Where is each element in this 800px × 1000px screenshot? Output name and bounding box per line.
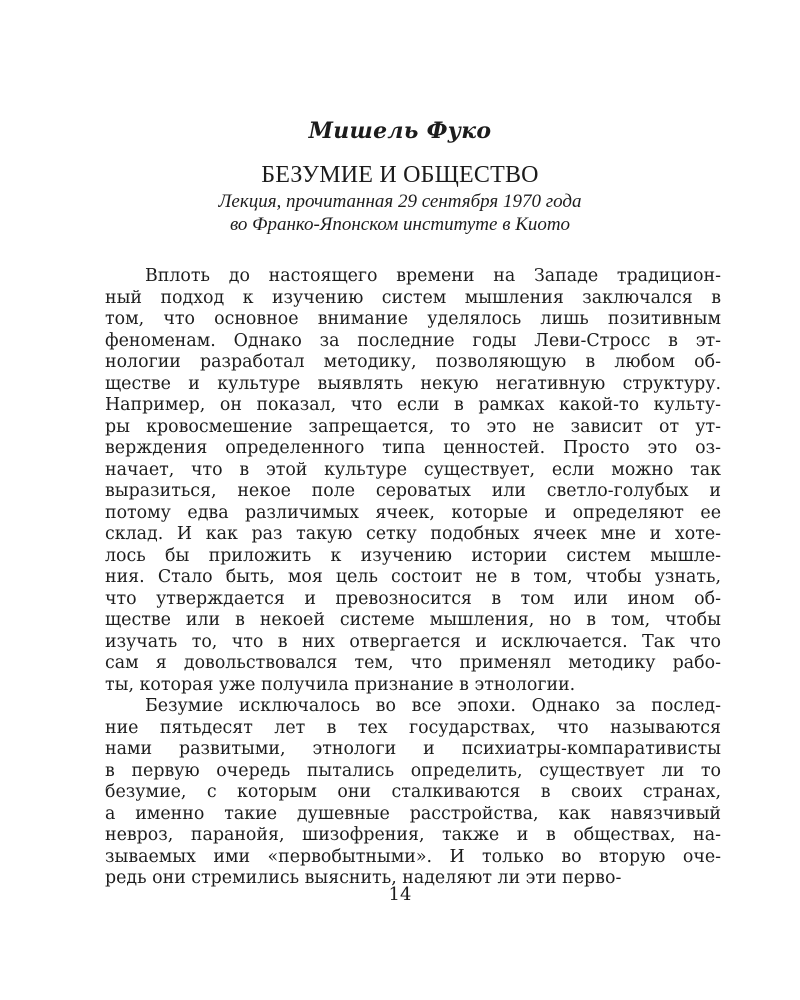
text-line: Вплоть до настоящего времени на Западе традицион- xyxy=(145,266,721,286)
text-line: ществе и культуре выявлять некую негативную структуру. xyxy=(105,373,721,394)
text-line: ты, которая уже получила признание в этнологии. xyxy=(105,674,576,695)
text-line: изучать то, что в них отвергается и исключается. Так что xyxy=(105,631,721,652)
text-line: ры кровосмешение запрещается, то это не зависит от ут- xyxy=(105,416,721,437)
text-line: начает, что в этой культуре существует, если можно так xyxy=(105,459,721,480)
text-line: ный подход к изучению систем мышления заключался в xyxy=(105,287,721,308)
page-number: 14 xyxy=(388,884,412,905)
text-line: верждения определенного типа ценностей. Просто это оз- xyxy=(105,438,721,458)
text-line: Например, он показал, что если в рамках какой-то культу- xyxy=(105,395,721,415)
paragraph xyxy=(105,696,721,890)
text-line: нологии разработал методику, позволяющую в любом об- xyxy=(105,352,721,372)
text-line: феноменам. Однако за последние годы Леви-Стросс в эт- xyxy=(105,330,721,351)
text-line: склад. И как раз такую сетку подобных ячеек мне и хоте- xyxy=(105,524,721,544)
body-text xyxy=(105,266,721,890)
text-line: сам я довольствовался тем, что применял методику рабо- xyxy=(105,653,721,673)
text-line: в первую очередь пытались определить, существует ли то xyxy=(105,760,721,781)
text-line: безумие, с которым они сталкиваются в своих странах, xyxy=(105,782,721,802)
chapter-title: БЕЗУМИЕ И ОБЩЕСТВО xyxy=(261,162,539,188)
chapter-subtitle xyxy=(0,190,800,236)
text-line: Безумие исключалось во все эпохи. Однако за послед- xyxy=(145,696,721,716)
text-line: нами развитыми, этнологи и психиатры-компаративисты xyxy=(105,739,721,759)
subtitle-line: во Франко-Японском институте в Киото xyxy=(229,214,571,235)
text-line: а именно такие душевные расстройства, как навязчивый xyxy=(105,803,721,824)
text-line: том, что основное внимание уделялось лишь позитивным xyxy=(105,309,721,329)
subtitle-line: Лекция, прочитанная 29 сентября 1970 года xyxy=(218,191,582,212)
text-line: лось бы приложить к изучению истории систем мышле- xyxy=(105,545,721,566)
text-line: невроз, паранойя, шизофрения, также и в обществах, на- xyxy=(105,825,721,845)
text-line: ние пятьдесят лет в тех государствах, что называются xyxy=(105,717,721,738)
text-line: потому едва различимых ячеек, которые и определяют ее xyxy=(105,502,721,523)
text-line: ществе или в некоей системе мышления, но в том, чтобы xyxy=(105,610,721,630)
text-line: зываемых ими «первобытными». И только во вторую оче- xyxy=(105,846,721,867)
text-line: что утверждается и превозносится в том или ином об- xyxy=(105,588,721,609)
text-line: ния. Стало быть, моя цель состоит не в том, чтобы узнать, xyxy=(105,567,721,587)
text-line: выразиться, некое поле сероватых или светло-голубых и xyxy=(105,481,721,501)
text-line: редь они стремились выяснить, наделяют ли эти перво- xyxy=(105,868,622,888)
author-name: Мишель Фуко xyxy=(308,118,492,144)
paragraph xyxy=(105,266,721,696)
